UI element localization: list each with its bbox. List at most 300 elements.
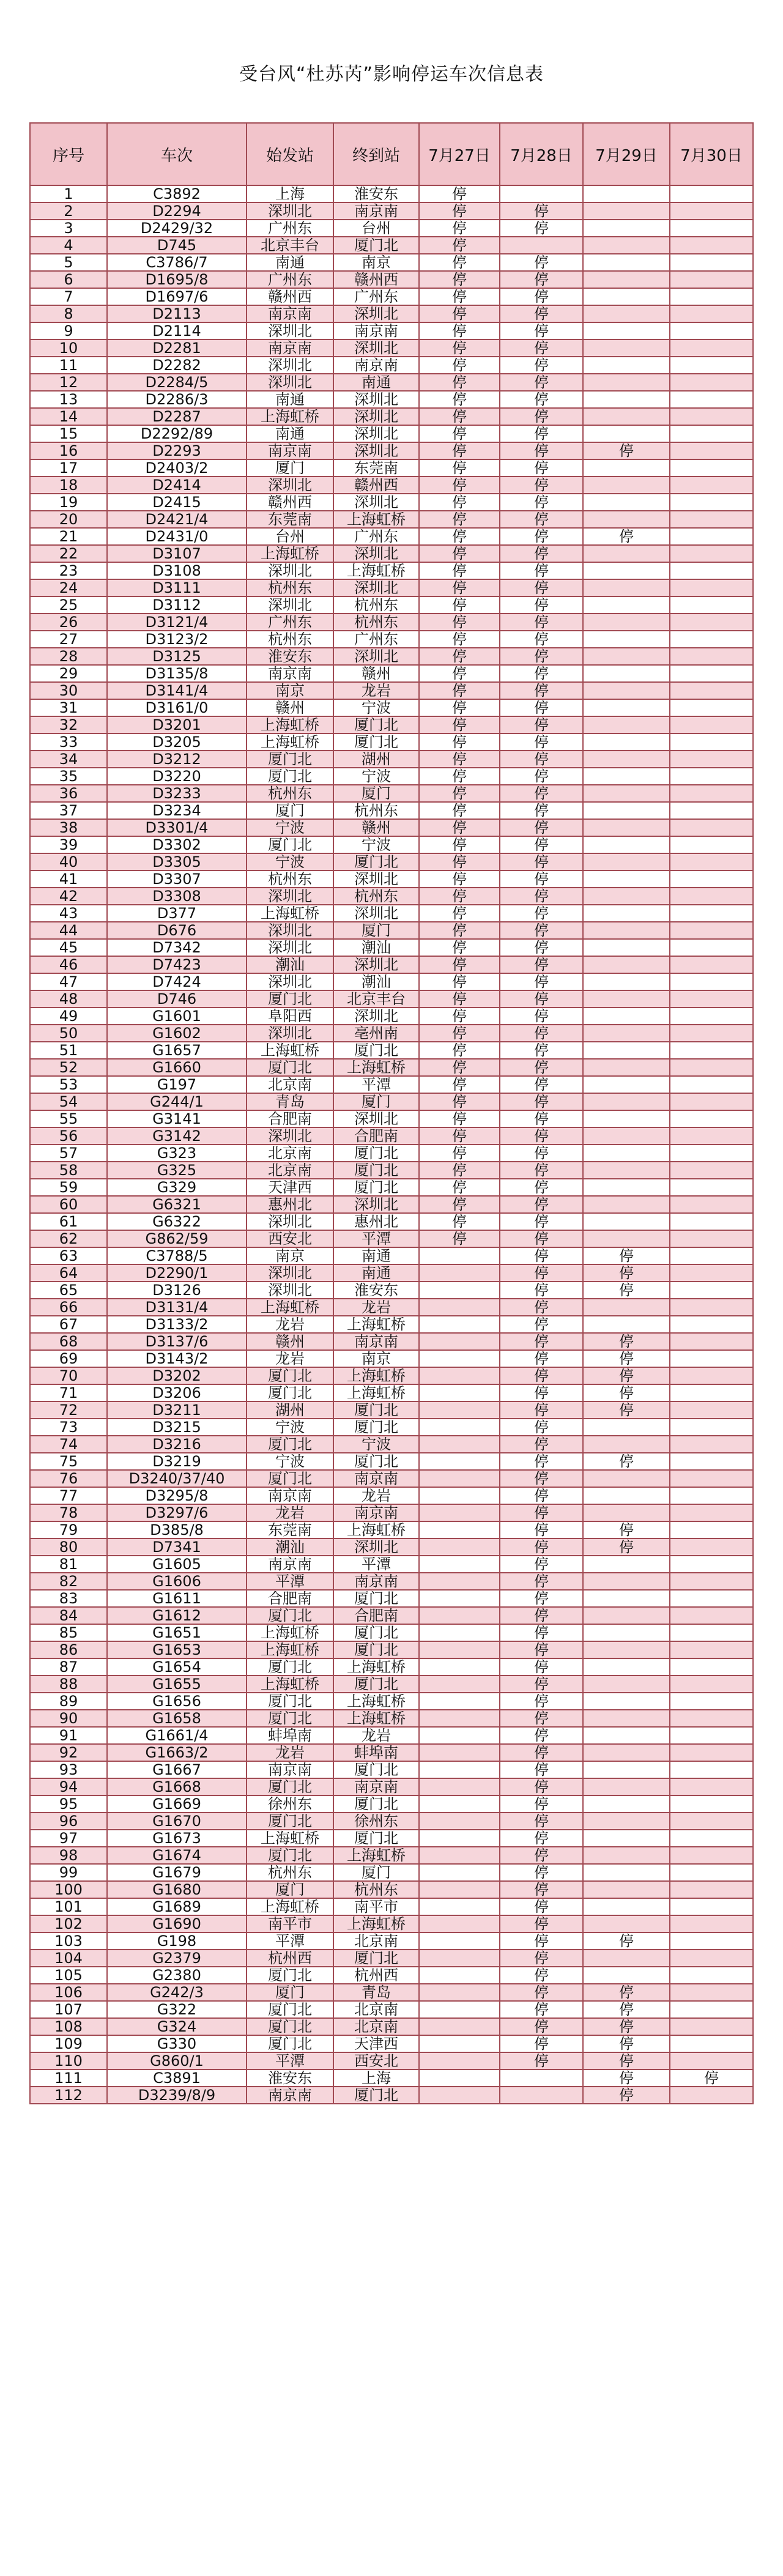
jul30-cell xyxy=(670,357,753,374)
destination-cell: 上海虹桥 xyxy=(333,1693,419,1710)
jul27-cell: 停 xyxy=(419,322,500,340)
train-no-cell: D3297/6 xyxy=(107,1504,247,1521)
table-row xyxy=(30,562,753,579)
jul27-cell: 停 xyxy=(419,288,500,305)
jul28-cell: 停 xyxy=(500,1145,583,1162)
jul29-cell xyxy=(583,1813,670,1830)
origin-cell: 上海虹桥 xyxy=(247,733,333,751)
table-row xyxy=(30,442,753,459)
destination-cell: 平潭 xyxy=(333,1556,419,1573)
jul30-cell xyxy=(670,220,753,237)
origin-cell: 淮安东 xyxy=(247,2069,333,2087)
seq-cell: 110 xyxy=(30,2052,107,2069)
jul27-cell: 停 xyxy=(419,870,500,888)
jul29-cell: 停 xyxy=(583,2035,670,2052)
jul30-cell xyxy=(670,1915,753,1932)
jul28-cell: 停 xyxy=(500,1367,583,1384)
jul29-cell xyxy=(583,391,670,408)
header-row xyxy=(30,123,753,185)
seq-cell: 23 xyxy=(30,562,107,579)
jul28-cell: 停 xyxy=(500,477,583,494)
jul30-cell xyxy=(670,408,753,425)
jul30-cell xyxy=(670,1127,753,1145)
destination-cell: 南京南 xyxy=(333,202,419,220)
origin-cell: 天津西 xyxy=(247,1179,333,1196)
jul30-cell xyxy=(670,1624,753,1641)
seq-cell: 79 xyxy=(30,1521,107,1539)
jul27-cell: 停 xyxy=(419,905,500,922)
origin-cell: 厦门北 xyxy=(247,1470,333,1487)
jul30-cell xyxy=(670,1059,753,1076)
jul29-cell xyxy=(583,905,670,922)
destination-cell: 广州东 xyxy=(333,288,419,305)
train-no-cell: D3239/8/9 xyxy=(107,2087,247,2104)
destination-cell: 南京南 xyxy=(333,1504,419,1521)
jul29-cell xyxy=(583,870,670,888)
origin-cell: 南京南 xyxy=(247,1487,333,1504)
destination-cell: 蚌埠南 xyxy=(333,1744,419,1761)
jul28-cell: 停 xyxy=(500,322,583,340)
jul30-cell xyxy=(670,1778,753,1795)
seq-cell: 18 xyxy=(30,477,107,494)
jul30-cell xyxy=(670,1898,753,1915)
table-row xyxy=(30,1813,753,1830)
origin-cell: 厦门 xyxy=(247,802,333,819)
table-row xyxy=(30,1624,753,1641)
destination-cell: 厦门北 xyxy=(333,1676,419,1693)
destination-cell: 上海虹桥 xyxy=(333,1384,419,1401)
jul28-cell: 停 xyxy=(500,1059,583,1076)
destination-cell: 深圳北 xyxy=(333,545,419,562)
jul27-cell xyxy=(419,1539,500,1556)
jul29-cell xyxy=(583,1864,670,1881)
jul28-cell: 停 xyxy=(500,391,583,408)
seq-cell: 19 xyxy=(30,494,107,511)
seq-cell: 69 xyxy=(30,1350,107,1367)
train-no-cell: G6321 xyxy=(107,1196,247,1213)
seq-cell: 12 xyxy=(30,374,107,391)
destination-cell: 天津西 xyxy=(333,2035,419,2052)
origin-cell: 龙岩 xyxy=(247,1504,333,1521)
train-no-cell: G323 xyxy=(107,1145,247,1162)
destination-cell: 杭州东 xyxy=(333,596,419,614)
train-no-cell: G3142 xyxy=(107,1127,247,1145)
jul27-cell: 停 xyxy=(419,682,500,699)
seq-cell: 11 xyxy=(30,357,107,374)
destination-cell: 厦门北 xyxy=(333,1042,419,1059)
jul28-cell: 停 xyxy=(500,1539,583,1556)
seq-cell: 76 xyxy=(30,1470,107,1487)
jul28-cell: 停 xyxy=(500,1658,583,1676)
train-no-cell: G1674 xyxy=(107,1847,247,1864)
origin-cell: 深圳北 xyxy=(247,202,333,220)
jul29-cell: 停 xyxy=(583,2052,670,2069)
jul30-cell xyxy=(670,494,753,511)
destination-cell: 厦门北 xyxy=(333,1950,419,1967)
table-row xyxy=(30,1693,753,1710)
jul27-cell: 停 xyxy=(419,271,500,288)
jul27-cell: 停 xyxy=(419,648,500,665)
destination-cell: 深圳北 xyxy=(333,340,419,357)
train-no-cell: G329 xyxy=(107,1179,247,1196)
jul30-cell xyxy=(670,1316,753,1333)
table-row xyxy=(30,1539,753,1556)
jul30-cell xyxy=(670,733,753,751)
jul29-cell xyxy=(583,1830,670,1847)
table-row xyxy=(30,254,753,271)
origin-cell: 合肥南 xyxy=(247,1110,333,1127)
seq-cell: 98 xyxy=(30,1847,107,1864)
origin-cell: 上海虹桥 xyxy=(247,545,333,562)
origin-cell: 厦门北 xyxy=(247,2018,333,2035)
table-row xyxy=(30,1915,753,1932)
jul29-cell: 停 xyxy=(583,1539,670,1556)
destination-cell: 上海虹桥 xyxy=(333,1316,419,1333)
seq-cell: 16 xyxy=(30,442,107,459)
seq-cell: 52 xyxy=(30,1059,107,1076)
seq-cell: 74 xyxy=(30,1436,107,1453)
origin-cell: 平潭 xyxy=(247,1573,333,1590)
jul28-cell: 停 xyxy=(500,648,583,665)
jul30-cell xyxy=(670,665,753,682)
train-no-cell: D3126 xyxy=(107,1282,247,1299)
jul29-cell xyxy=(583,271,670,288)
table-row xyxy=(30,888,753,905)
table-row xyxy=(30,1453,753,1470)
train-no-cell: D3206 xyxy=(107,1384,247,1401)
jul27-cell xyxy=(419,1881,500,1898)
seq-cell: 43 xyxy=(30,905,107,922)
seq-cell: 104 xyxy=(30,1950,107,1967)
table-row xyxy=(30,1556,753,1573)
jul29-cell xyxy=(583,1127,670,1145)
jul30-cell xyxy=(670,1436,753,1453)
jul29-cell: 停 xyxy=(583,1384,670,1401)
suspended-trains-table xyxy=(29,122,754,2104)
train-no-cell: C3788/5 xyxy=(107,1247,247,1264)
jul28-cell xyxy=(500,2087,583,2104)
destination-cell: 深圳北 xyxy=(333,1539,419,1556)
jul29-cell xyxy=(583,614,670,631)
jul29-cell: 停 xyxy=(583,1521,670,1539)
destination-cell: 北京南 xyxy=(333,1932,419,1950)
jul28-cell: 停 xyxy=(500,973,583,990)
origin-cell: 上海虹桥 xyxy=(247,408,333,425)
jul28-cell: 停 xyxy=(500,1127,583,1145)
jul29-cell xyxy=(583,1915,670,1932)
table-row xyxy=(30,1384,753,1401)
jul30-cell xyxy=(670,768,753,785)
jul29-cell xyxy=(583,1487,670,1504)
origin-cell: 厦门北 xyxy=(247,1658,333,1676)
table-row xyxy=(30,528,753,545)
jul30-cell xyxy=(670,1950,753,1967)
train-no-cell: D7342 xyxy=(107,939,247,956)
origin-cell: 台州 xyxy=(247,528,333,545)
jul30-cell xyxy=(670,562,753,579)
origin-cell: 厦门北 xyxy=(247,1778,333,1795)
jul30-cell xyxy=(670,528,753,545)
jul28-cell: 停 xyxy=(500,2001,583,2018)
jul30-cell xyxy=(670,1607,753,1624)
origin-cell: 平潭 xyxy=(247,1932,333,1950)
table-row xyxy=(30,288,753,305)
seq-cell: 78 xyxy=(30,1504,107,1521)
train-no-cell: G1679 xyxy=(107,1864,247,1881)
jul27-cell xyxy=(419,1436,500,1453)
seq-cell: 1 xyxy=(30,185,107,202)
destination-cell: 赣州西 xyxy=(333,477,419,494)
jul27-cell: 停 xyxy=(419,785,500,802)
origin-cell: 北京南 xyxy=(247,1162,333,1179)
table-row xyxy=(30,1641,753,1658)
jul29-cell xyxy=(583,1590,670,1607)
train-no-cell: G244/1 xyxy=(107,1093,247,1110)
table-row xyxy=(30,1761,753,1778)
jul29-cell xyxy=(583,802,670,819)
jul28-cell: 停 xyxy=(500,853,583,870)
origin-cell: 厦门北 xyxy=(247,1059,333,1076)
seq-cell: 9 xyxy=(30,322,107,340)
jul30-cell xyxy=(670,1573,753,1590)
table-row xyxy=(30,1607,753,1624)
origin-cell: 南京南 xyxy=(247,665,333,682)
seq-cell: 105 xyxy=(30,1967,107,1984)
jul28-cell: 停 xyxy=(500,665,583,682)
jul29-cell xyxy=(583,1076,670,1093)
jul27-cell: 停 xyxy=(419,1179,500,1196)
origin-cell: 南京南 xyxy=(247,340,333,357)
jul30-cell xyxy=(670,939,753,956)
jul27-cell xyxy=(419,1898,500,1915)
origin-cell: 南通 xyxy=(247,254,333,271)
seq-cell: 7 xyxy=(30,288,107,305)
destination-cell: 北京南 xyxy=(333,2018,419,2035)
destination-cell: 宁波 xyxy=(333,699,419,716)
train-no-cell: D3131/4 xyxy=(107,1299,247,1316)
destination-cell: 厦门北 xyxy=(333,1179,419,1196)
jul29-cell xyxy=(583,751,670,768)
jul28-cell: 停 xyxy=(500,888,583,905)
train-no-cell: G1689 xyxy=(107,1898,247,1915)
jul29-cell: 停 xyxy=(583,2069,670,2087)
origin-cell: 深圳北 xyxy=(247,374,333,391)
jul30-cell xyxy=(670,271,753,288)
seq-cell: 25 xyxy=(30,596,107,614)
table-row xyxy=(30,1419,753,1436)
jul28-cell: 停 xyxy=(500,1898,583,1915)
jul30-cell xyxy=(670,511,753,528)
origin-cell: 深圳北 xyxy=(247,562,333,579)
jul27-cell: 停 xyxy=(419,1008,500,1025)
origin-cell: 杭州西 xyxy=(247,1950,333,1967)
seq-cell: 63 xyxy=(30,1247,107,1264)
jul30-cell xyxy=(670,202,753,220)
train-no-cell: D385/8 xyxy=(107,1521,247,1539)
jul28-cell: 停 xyxy=(500,1676,583,1693)
jul30-cell xyxy=(670,1008,753,1025)
train-no-cell: G1655 xyxy=(107,1676,247,1693)
jul29-cell xyxy=(583,459,670,477)
jul28-cell: 停 xyxy=(500,442,583,459)
jul30-cell xyxy=(670,1556,753,1573)
seq-cell: 87 xyxy=(30,1658,107,1676)
destination-cell: 厦门北 xyxy=(333,1624,419,1641)
seq-cell: 91 xyxy=(30,1727,107,1744)
seq-cell: 50 xyxy=(30,1025,107,1042)
origin-cell: 深圳北 xyxy=(247,1213,333,1230)
table-row xyxy=(30,1932,753,1950)
origin-cell: 厦门北 xyxy=(247,1436,333,1453)
jul28-cell: 停 xyxy=(500,1967,583,1984)
seq-cell: 83 xyxy=(30,1590,107,1607)
train-no-cell: G1669 xyxy=(107,1795,247,1813)
destination-cell: 上海虹桥 xyxy=(333,1658,419,1676)
seq-cell: 100 xyxy=(30,1881,107,1898)
header-seq: 序号 xyxy=(30,123,107,185)
jul27-cell: 停 xyxy=(419,888,500,905)
destination-cell: 厦门北 xyxy=(333,1419,419,1436)
table-row xyxy=(30,1487,753,1504)
jul30-cell xyxy=(670,2018,753,2035)
jul28-cell: 停 xyxy=(500,1350,583,1367)
table-row xyxy=(30,819,753,836)
table-row xyxy=(30,1316,753,1333)
destination-cell: 赣州 xyxy=(333,665,419,682)
jul30-cell xyxy=(670,2087,753,2104)
seq-cell: 29 xyxy=(30,665,107,682)
train-no-cell: D2415 xyxy=(107,494,247,511)
origin-cell: 厦门北 xyxy=(247,2035,333,2052)
jul29-cell xyxy=(583,579,670,596)
destination-cell: 南京南 xyxy=(333,1778,419,1795)
origin-cell: 厦门北 xyxy=(247,836,333,853)
jul29-cell xyxy=(583,254,670,271)
jul30-cell xyxy=(670,716,753,733)
jul30-cell xyxy=(670,1761,753,1778)
jul30-cell xyxy=(670,1076,753,1093)
jul27-cell xyxy=(419,1744,500,1761)
table-row xyxy=(30,1196,753,1213)
table-row xyxy=(30,1264,753,1282)
table-row xyxy=(30,2035,753,2052)
destination-cell: 广州东 xyxy=(333,528,419,545)
destination-cell: 东莞南 xyxy=(333,459,419,477)
jul27-cell xyxy=(419,1710,500,1727)
jul30-cell xyxy=(670,836,753,853)
jul27-cell: 停 xyxy=(419,631,500,648)
destination-cell: 厦门北 xyxy=(333,1795,419,1813)
jul30-cell xyxy=(670,1847,753,1864)
table-row xyxy=(30,1676,753,1693)
destination-cell: 厦门北 xyxy=(333,1145,419,1162)
jul28-cell xyxy=(500,185,583,202)
train-no-cell: G1690 xyxy=(107,1915,247,1932)
jul30-cell xyxy=(670,922,753,939)
jul28-cell: 停 xyxy=(500,425,583,442)
origin-cell: 宁波 xyxy=(247,853,333,870)
seq-cell: 88 xyxy=(30,1676,107,1693)
jul28-cell: 停 xyxy=(500,528,583,545)
origin-cell: 西安北 xyxy=(247,1230,333,1247)
train-no-cell: D3137/6 xyxy=(107,1333,247,1350)
origin-cell: 南京南 xyxy=(247,442,333,459)
jul27-cell xyxy=(419,2035,500,2052)
jul27-cell xyxy=(419,2018,500,2035)
origin-cell: 上海 xyxy=(247,185,333,202)
destination-cell: 厦门北 xyxy=(333,1590,419,1607)
jul27-cell xyxy=(419,2001,500,2018)
train-no-cell: G1653 xyxy=(107,1641,247,1658)
train-no-cell: D3125 xyxy=(107,648,247,665)
destination-cell: 厦门北 xyxy=(333,1453,419,1470)
jul28-cell: 停 xyxy=(500,305,583,322)
jul27-cell: 停 xyxy=(419,202,500,220)
jul28-cell: 停 xyxy=(500,631,583,648)
jul28-cell: 停 xyxy=(500,202,583,220)
jul29-cell xyxy=(583,956,670,973)
jul30-cell xyxy=(670,1710,753,1727)
destination-cell: 深圳北 xyxy=(333,391,419,408)
jul29-cell: 停 xyxy=(583,1401,670,1419)
destination-cell: 淮安东 xyxy=(333,1282,419,1299)
jul28-cell: 停 xyxy=(500,562,583,579)
jul30-cell xyxy=(670,237,753,254)
jul30-cell xyxy=(670,1042,753,1059)
destination-cell: 上海虹桥 xyxy=(333,511,419,528)
jul27-cell: 停 xyxy=(419,819,500,836)
seq-cell: 17 xyxy=(30,459,107,477)
table-row xyxy=(30,1864,753,1881)
jul30-cell xyxy=(670,477,753,494)
jul28-cell: 停 xyxy=(500,1915,583,1932)
header-jul29: 7月29日 xyxy=(583,123,670,185)
jul30-cell xyxy=(670,391,753,408)
destination-cell: 厦门北 xyxy=(333,1761,419,1778)
header-jul27: 7月27日 xyxy=(419,123,500,185)
jul27-cell: 停 xyxy=(419,939,500,956)
jul29-cell xyxy=(583,1162,670,1179)
origin-cell: 平潭 xyxy=(247,2052,333,2069)
origin-cell: 厦门北 xyxy=(247,990,333,1008)
train-no-cell: D2284/5 xyxy=(107,374,247,391)
jul29-cell xyxy=(583,1110,670,1127)
origin-cell: 深圳北 xyxy=(247,1282,333,1299)
jul29-cell xyxy=(583,220,670,237)
jul28-cell: 停 xyxy=(500,1693,583,1710)
seq-cell: 93 xyxy=(30,1761,107,1778)
origin-cell: 宁波 xyxy=(247,819,333,836)
seq-cell: 47 xyxy=(30,973,107,990)
seq-cell: 30 xyxy=(30,682,107,699)
jul27-cell: 停 xyxy=(419,1059,500,1076)
jul28-cell: 停 xyxy=(500,357,583,374)
origin-cell: 深圳北 xyxy=(247,939,333,956)
seq-cell: 38 xyxy=(30,819,107,836)
jul27-cell xyxy=(419,1333,500,1350)
jul27-cell: 停 xyxy=(419,956,500,973)
jul30-cell xyxy=(670,819,753,836)
train-no-cell: D3240/37/40 xyxy=(107,1470,247,1487)
table-row xyxy=(30,2052,753,2069)
seq-cell: 6 xyxy=(30,271,107,288)
jul27-cell xyxy=(419,1967,500,1984)
origin-cell: 深圳北 xyxy=(247,1264,333,1282)
table-row xyxy=(30,2087,753,2104)
jul29-cell: 停 xyxy=(583,528,670,545)
seq-cell: 39 xyxy=(30,836,107,853)
jul27-cell: 停 xyxy=(419,185,500,202)
